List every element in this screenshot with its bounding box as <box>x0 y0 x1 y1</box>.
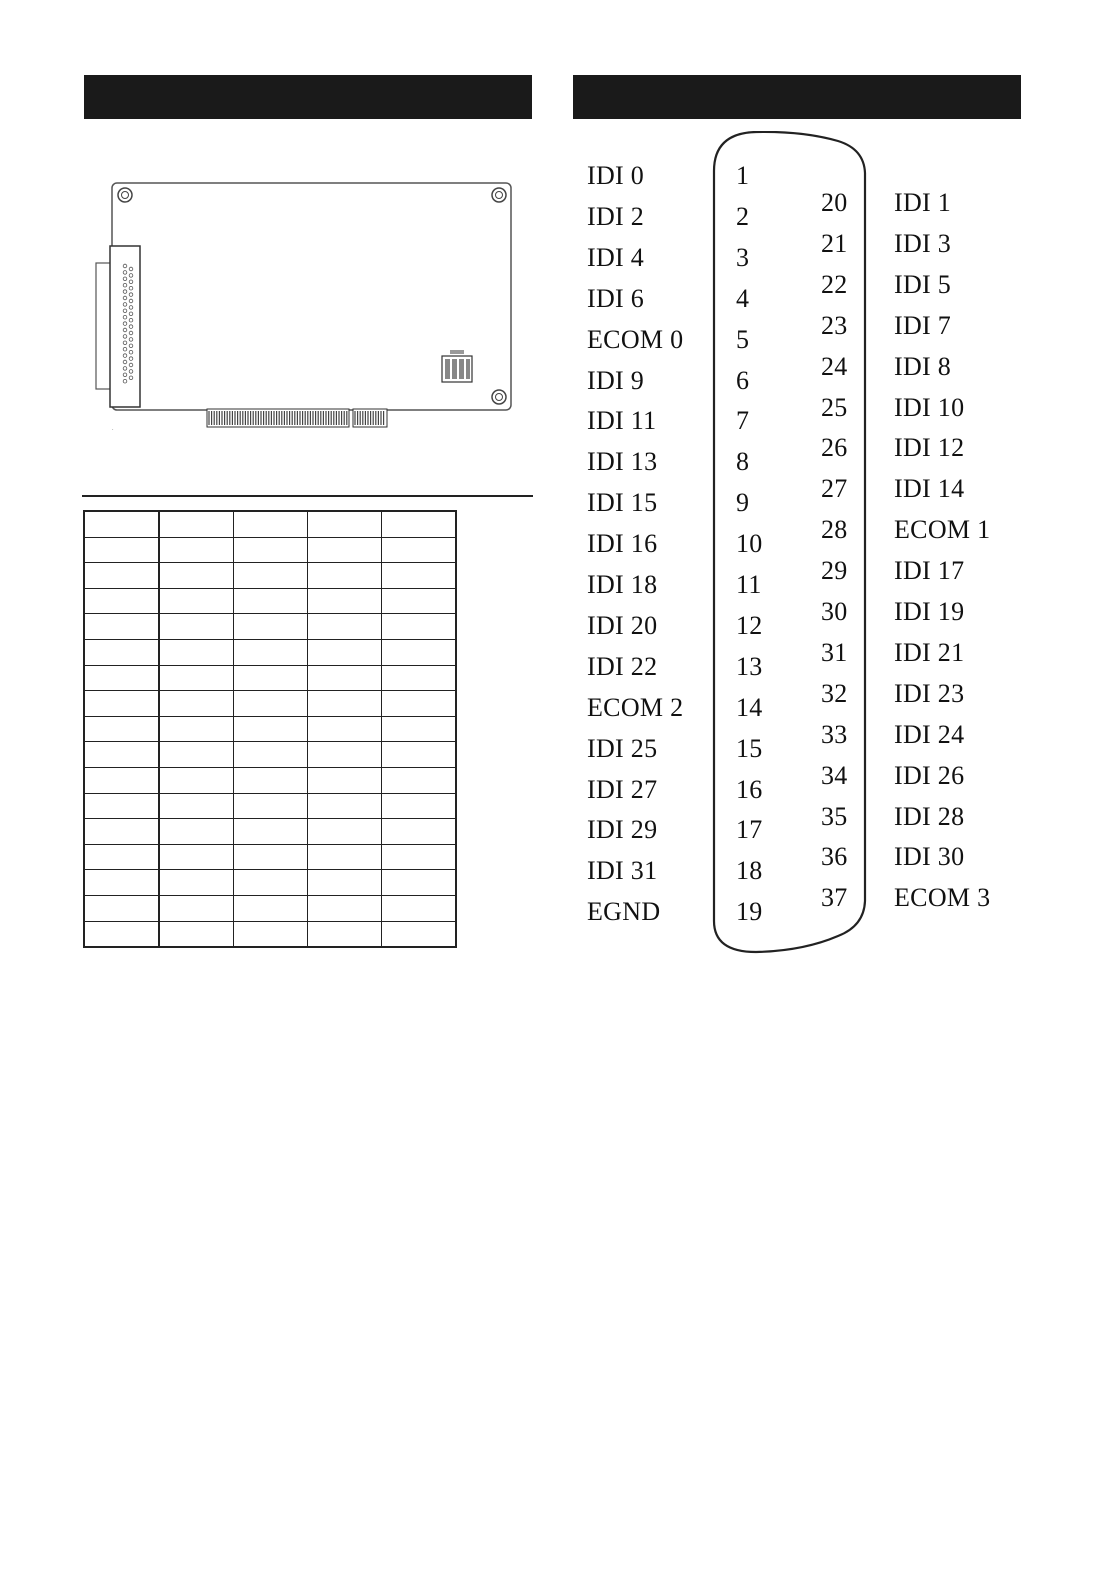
left-signal-label: IDI 25 <box>587 733 658 763</box>
right-signal-label: ECOM 1 <box>894 515 991 545</box>
left-signal-label: IDI 6 <box>587 283 645 313</box>
table-cell <box>159 511 234 537</box>
table-cell <box>159 793 234 819</box>
left-pin-number: 14 <box>736 692 763 722</box>
table-cell <box>382 665 457 691</box>
left-section-header-bar <box>84 75 532 119</box>
right-pin-number: 28 <box>821 515 848 545</box>
right-pin-number: 29 <box>821 556 848 586</box>
left-pin-number: 10 <box>736 529 763 559</box>
left-pin-number: 3 <box>736 242 750 272</box>
right-signal-label: IDI 28 <box>894 801 965 831</box>
right-pin-number: 20 <box>821 188 848 217</box>
right-pin-number: 23 <box>821 310 848 340</box>
table-cell <box>234 921 308 947</box>
table-cell <box>234 742 308 768</box>
table-cell <box>382 921 457 947</box>
table-cell <box>382 895 457 921</box>
table-cell <box>308 921 382 947</box>
table-cell <box>382 588 457 614</box>
table-cell <box>308 563 382 589</box>
table-cell <box>382 511 457 537</box>
table-row <box>84 691 456 717</box>
table-cell <box>84 665 159 691</box>
left-pin-number: 12 <box>736 610 763 640</box>
table-cell <box>382 563 457 589</box>
left-signal-label: IDI 2 <box>587 201 645 231</box>
table-cell <box>84 819 159 845</box>
table-cell <box>382 716 457 742</box>
table-cell <box>308 819 382 845</box>
table-row <box>84 537 456 563</box>
table-cell <box>234 691 308 717</box>
table-cell <box>84 511 159 537</box>
table-cell <box>84 767 159 793</box>
right-signal-label: IDI 24 <box>894 719 965 749</box>
pci-edge-connector <box>207 409 387 427</box>
table-cell <box>159 614 234 640</box>
right-pin-number: 21 <box>821 228 848 258</box>
table-cell <box>159 665 234 691</box>
table-cell <box>234 588 308 614</box>
table-row <box>84 895 456 921</box>
table-cell <box>308 665 382 691</box>
table-cell <box>234 767 308 793</box>
svg-text:.: . <box>112 426 114 432</box>
left-pin-number: 2 <box>736 201 750 231</box>
table-cell <box>84 614 159 640</box>
table-cell <box>382 537 457 563</box>
table-row <box>84 844 456 870</box>
table-cell <box>159 639 234 665</box>
right-pin-number: 24 <box>821 351 848 381</box>
table-cell <box>308 767 382 793</box>
left-pin-number: 5 <box>736 324 750 354</box>
left-signal-label: IDI 22 <box>587 651 658 681</box>
table-cell <box>234 870 308 896</box>
left-signal-label: IDI 16 <box>587 529 658 559</box>
left-signal-label: IDI 0 <box>587 161 645 190</box>
table-cell <box>382 819 457 845</box>
left-pin-number: 6 <box>736 365 750 395</box>
table-cell <box>308 742 382 768</box>
right-signal-label: IDI 8 <box>894 351 952 381</box>
table-row <box>84 767 456 793</box>
table-cell <box>234 819 308 845</box>
section-divider-line <box>82 495 533 497</box>
table-cell <box>159 716 234 742</box>
table-cell <box>234 895 308 921</box>
right-pin-number: 31 <box>821 637 848 667</box>
right-pin-number: 37 <box>821 883 848 913</box>
table-cell <box>308 895 382 921</box>
table-cell <box>308 844 382 870</box>
table-row <box>84 921 456 947</box>
table-row <box>84 716 456 742</box>
left-pin-number: 16 <box>736 774 763 804</box>
left-signal-label: IDI 15 <box>587 488 658 518</box>
table-cell <box>308 870 382 896</box>
right-pin-number: 26 <box>821 433 848 463</box>
right-pin-number: 30 <box>821 597 848 626</box>
right-signal-label: IDI 3 <box>894 228 952 258</box>
table-cell <box>159 844 234 870</box>
left-signal-label: IDI 27 <box>587 774 658 804</box>
table-cell <box>84 716 159 742</box>
table-cell <box>308 588 382 614</box>
right-pin-number: 33 <box>821 719 848 749</box>
table-cell <box>382 767 457 793</box>
table-cell <box>308 537 382 563</box>
left-pin-number: 4 <box>736 283 750 313</box>
table-cell <box>234 537 308 563</box>
table-cell <box>159 742 234 768</box>
right-pin-number: 32 <box>821 678 848 708</box>
right-signal-label: IDI 14 <box>894 474 965 504</box>
table-cell <box>159 895 234 921</box>
table-cell <box>308 793 382 819</box>
table-row <box>84 588 456 614</box>
left-signal-label: IDI 29 <box>587 815 658 845</box>
table-cell <box>84 921 159 947</box>
table-row <box>84 639 456 665</box>
left-signal-label: IDI 31 <box>587 856 658 886</box>
table-cell <box>159 819 234 845</box>
right-signal-label: IDI 10 <box>894 392 965 422</box>
table-cell <box>159 870 234 896</box>
right-signal-label: IDI 21 <box>894 637 965 667</box>
right-section-header-bar <box>573 75 1021 119</box>
table-row <box>84 793 456 819</box>
table-cell <box>382 870 457 896</box>
table-cell <box>234 639 308 665</box>
left-signal-label: ECOM 0 <box>587 324 684 354</box>
left-pin-number: 18 <box>736 856 763 886</box>
table-cell <box>84 537 159 563</box>
table-cell <box>159 588 234 614</box>
right-signal-label: ECOM 3 <box>894 883 991 913</box>
right-pin-number: 36 <box>821 842 848 872</box>
left-signal-label: IDI 9 <box>587 365 645 395</box>
table-row <box>84 665 456 691</box>
table-cell <box>84 844 159 870</box>
left-signal-label: EGND <box>587 897 661 927</box>
table-cell <box>308 691 382 717</box>
table-cell <box>234 716 308 742</box>
table-row <box>84 870 456 896</box>
left-pin-number: 19 <box>736 897 763 927</box>
table-cell <box>159 921 234 947</box>
table-cell <box>84 742 159 768</box>
left-signal-label: IDI 20 <box>587 610 658 640</box>
table-cell <box>234 563 308 589</box>
right-pin-number: 34 <box>821 760 848 790</box>
left-signal-label: IDI 18 <box>587 570 658 599</box>
table-cell <box>84 895 159 921</box>
table-cell <box>234 665 308 691</box>
table-cell <box>159 537 234 563</box>
left-pin-number: 13 <box>736 651 763 681</box>
table-cell <box>234 793 308 819</box>
table-row <box>84 614 456 640</box>
right-signal-label: IDI 12 <box>894 433 965 463</box>
right-pin-number: 35 <box>821 801 848 831</box>
right-signal-label: IDI 17 <box>894 556 965 586</box>
table-cell <box>308 511 382 537</box>
left-signal-label: IDI 13 <box>587 447 658 477</box>
right-signal-label: IDI 23 <box>894 678 965 708</box>
table-row <box>84 563 456 589</box>
table-cell <box>382 844 457 870</box>
table-cell <box>159 691 234 717</box>
table-row <box>84 819 456 845</box>
table-cell <box>234 844 308 870</box>
left-pin-number: 9 <box>736 488 750 518</box>
left-signal-label: IDI 4 <box>587 242 645 272</box>
left-pin-number: 7 <box>736 406 750 436</box>
right-signal-label: IDI 7 <box>894 310 952 340</box>
left-pin-number: 15 <box>736 733 763 763</box>
table-row <box>84 742 456 768</box>
right-signal-label: IDI 5 <box>894 269 952 299</box>
table-cell <box>234 511 308 537</box>
table-cell <box>382 793 457 819</box>
right-signal-label: IDI 30 <box>894 842 965 872</box>
left-pin-number: 11 <box>736 570 762 599</box>
table-cell <box>382 614 457 640</box>
table-cell <box>84 639 159 665</box>
table-cell <box>308 716 382 742</box>
table-cell <box>84 588 159 614</box>
left-pin-number: 1 <box>736 161 750 190</box>
left-signal-label: IDI 11 <box>587 406 657 436</box>
right-signal-label: IDI 1 <box>894 188 952 217</box>
table-cell <box>84 563 159 589</box>
table-cell <box>159 563 234 589</box>
table-cell <box>382 639 457 665</box>
board-layout-drawing <box>95 180 525 435</box>
table-cell <box>382 742 457 768</box>
right-signal-label: IDI 19 <box>894 597 965 626</box>
right-pin-number: 27 <box>821 474 848 504</box>
table-cell <box>84 870 159 896</box>
blank-table <box>83 510 457 948</box>
table-cell <box>382 691 457 717</box>
left-pin-number: 17 <box>736 815 763 845</box>
table-cell <box>84 793 159 819</box>
table-cell <box>308 639 382 665</box>
table-cell <box>159 767 234 793</box>
table-cell <box>234 614 308 640</box>
right-signal-label: IDI 26 <box>894 760 965 790</box>
table-cell <box>308 614 382 640</box>
left-pin-number: 8 <box>736 447 750 477</box>
left-signal-label: ECOM 2 <box>587 692 684 722</box>
right-pin-number: 22 <box>821 269 848 299</box>
table-row <box>84 511 456 537</box>
table-cell <box>84 691 159 717</box>
right-pin-number: 25 <box>821 392 848 422</box>
